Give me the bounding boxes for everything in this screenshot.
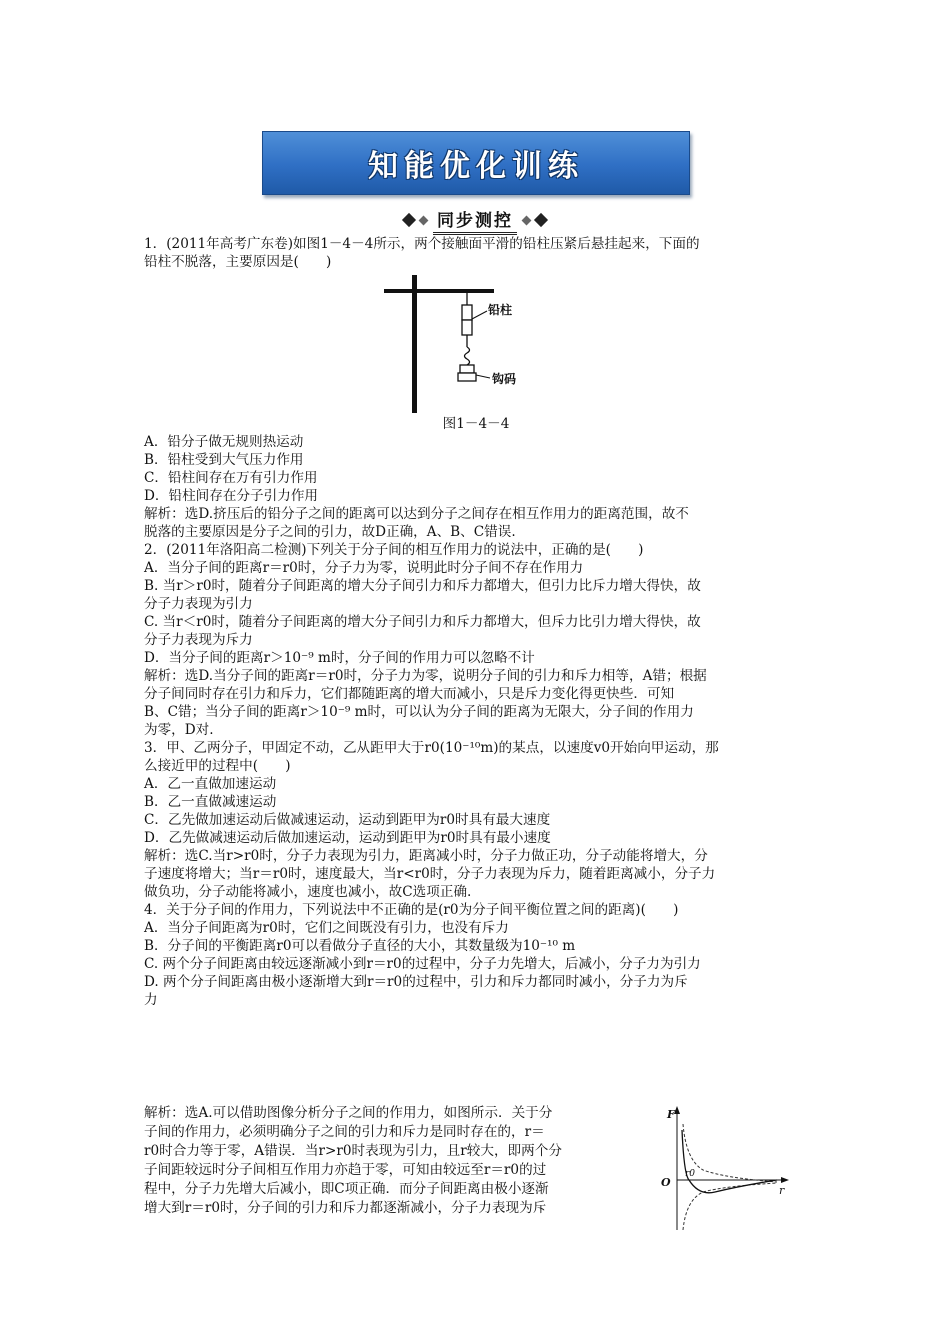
r0-label: r0 <box>685 1169 696 1179</box>
q2-option-a: A．当分子间的距离r＝r0时，分子力为零，说明此时分子间不存在作用力 <box>144 560 584 576</box>
figure-caption: 图1－4－4 <box>442 416 510 432</box>
q2-option-b: B. 当r＞r0时，随着分子间距离的增大分子间引力和斥力都增大，但引力比斥力增大得快，故 <box>144 578 701 594</box>
label-lead: 铅柱 <box>488 303 513 317</box>
q2-answer-line: 为零，D对. <box>144 722 214 738</box>
diamond-icon <box>402 213 416 227</box>
q2-option-c: C. 当r＜r0时，随着分子间距离的增大分子间引力和斥力都增大，但斥力比引力增大得快，故 <box>144 614 701 630</box>
q2-stem: 2．(2011年洛阳高二检测)下列关于分子间的相互作用力的说法中，正确的是( ) <box>144 542 644 558</box>
diamond-icon <box>534 213 548 227</box>
q3-option-d: D．乙先做减速运动后做加速运动，运动到距甲为r0时具有最小速度 <box>144 830 551 846</box>
q3-option-b: B．乙一直做减速运动 <box>144 794 277 810</box>
q2-option-b-cont: 分子力表现为引力 <box>144 596 253 612</box>
q1-answer-line: 解析：选D.挤压后的铅分子之间的距离可以达到分子之间存在相互作用力的距离范围，故不 <box>144 506 689 522</box>
label-weight: 钩码 <box>492 372 517 386</box>
q4-option-c: C. 两个分子间距离由较远逐渐减小到r＝r0的过程中，分子力先增大，后减小，分子力为引力 <box>144 956 701 972</box>
axis-label-f: F <box>667 1108 675 1121</box>
q4-option-d: D. 两个分子间距离由极小逐渐增大到r＝r0的过程中，引力和斥力都同时减小，分子力为斥 <box>144 974 688 990</box>
q3-stem-line: 3．甲、乙两分子，甲固定不动，乙从距甲大于r0(10⁻¹⁰m)的某点，以速度v0开始向甲运动，那 <box>144 740 719 756</box>
q4-answer-line: 子间距较远时分子间相互作用力亦趋于零，可知由较远至r＝r0的过 <box>144 1162 547 1178</box>
diamond-icon <box>419 215 429 225</box>
q2-answer-line: B、C错；当分子间的距离r＞10⁻⁹ m时，可以认为分子间的距离为无限大，分子间的作用力 <box>144 704 694 720</box>
banner-title: 知能优化训练 <box>368 149 584 184</box>
title-banner <box>262 131 690 195</box>
diamond-icon <box>522 215 532 225</box>
q4-option-a: A．当分子间距离为r0时，它们之间既没有引力，也没有斥力 <box>144 920 509 936</box>
q2-answer-line: 分子间同时存在引力和斥力，它们都随距离的增大而减小，只是斥力变化得更快些．可知 <box>144 686 675 702</box>
q3-option-c: C．乙先做加速运动后做减速运动，运动到距甲为r0时具有最大速度 <box>144 812 551 828</box>
q1-answer-line: 脱落的主要原因是分子之间的引力，故D正确，A、B、C错误. <box>144 524 516 540</box>
q3-answer-line: 解析：选C.当r>r0时，分子力表现为引力，距离减小时，分子力做正功，分子动能将增大，分 <box>144 848 708 864</box>
q1-stem-line: 铅柱不脱落，主要原因是( ) <box>144 254 332 270</box>
q3-answer-line: 子速度将增大；当r＝r0时，速度最大，当r<r0时，分子力表现为斥力，随着距离减小，分子力 <box>144 866 716 882</box>
q1-option-a: A．铅分子做无规则热运动 <box>144 434 304 450</box>
molecular-force-graph <box>655 1100 795 1240</box>
axis-label-r: r <box>779 1184 785 1197</box>
question-list <box>144 235 808 1009</box>
q4-answer-line: 解析：选A.可以借助图像分析分子之间的作用力，如图所示．关于分 <box>144 1105 553 1121</box>
q3-answer-line: 做负功，分子动能将减小，速度也减小，故C选项正确. <box>144 884 472 900</box>
q2-option-c-cont: 分子力表现为斥力 <box>144 632 253 648</box>
q4-option-d-cont: 力 <box>144 992 158 1008</box>
q4-stem: 4．关于分子间的作用力，下列说法中不正确的是(r0为分子间平衡位置之间的距离)( ) <box>144 902 679 918</box>
q4-answer-line: r0时合力等于零，A错误．当r>r0时表现为引力，且r较大，即两个分 <box>144 1143 562 1159</box>
q1-option-b: B．铅柱受到大气压力作用 <box>144 452 304 468</box>
q3-stem-line: 么接近甲的过程中( ) <box>144 758 291 774</box>
q1-option-c: C．铅柱间存在万有引力作用 <box>144 470 318 486</box>
q4-answer-line: 程中，分子力先增大后减小，即C项正确．而分子间距离由极小逐渐 <box>144 1181 549 1197</box>
q2-answer-line: 解析：选D.当分子间的距离r＝r0时，分子力为零，说明分子间的引力和斥力相等，A错；根据 <box>144 668 707 684</box>
section-header <box>0 206 950 234</box>
q1-option-d: D．铅柱间存在分子引力作用 <box>144 488 319 504</box>
lead-cylinder-figure <box>372 275 522 415</box>
origin-label: O <box>661 1176 671 1189</box>
section-label: 同步测控 <box>433 206 517 235</box>
q4-answer-line: 子间的作用力，必须明确分子之间的引力和斥力是同时存在的，r＝ <box>144 1124 545 1140</box>
q4-option-b: B．分子间的平衡距离r0可以看做分子直径的大小，其数量级为10⁻¹⁰ m <box>144 938 576 954</box>
q4-answer-line: 增大到r＝r0时，分子间的引力和斥力都逐渐减小，分子力表现为斥 <box>144 1200 547 1216</box>
q4-answer <box>144 1104 640 1218</box>
q2-option-d: D．当分子间的距离r＞10⁻⁹ m时，分子间的作用力可以忽略不计 <box>144 650 535 666</box>
q3-option-a: A．乙一直做加速运动 <box>144 776 277 792</box>
q1-stem-line: 1．(2011年高考广东卷)如图1－4－4所示，两个接触面平滑的铅柱压紧后悬挂起来，下面的 <box>144 236 700 252</box>
